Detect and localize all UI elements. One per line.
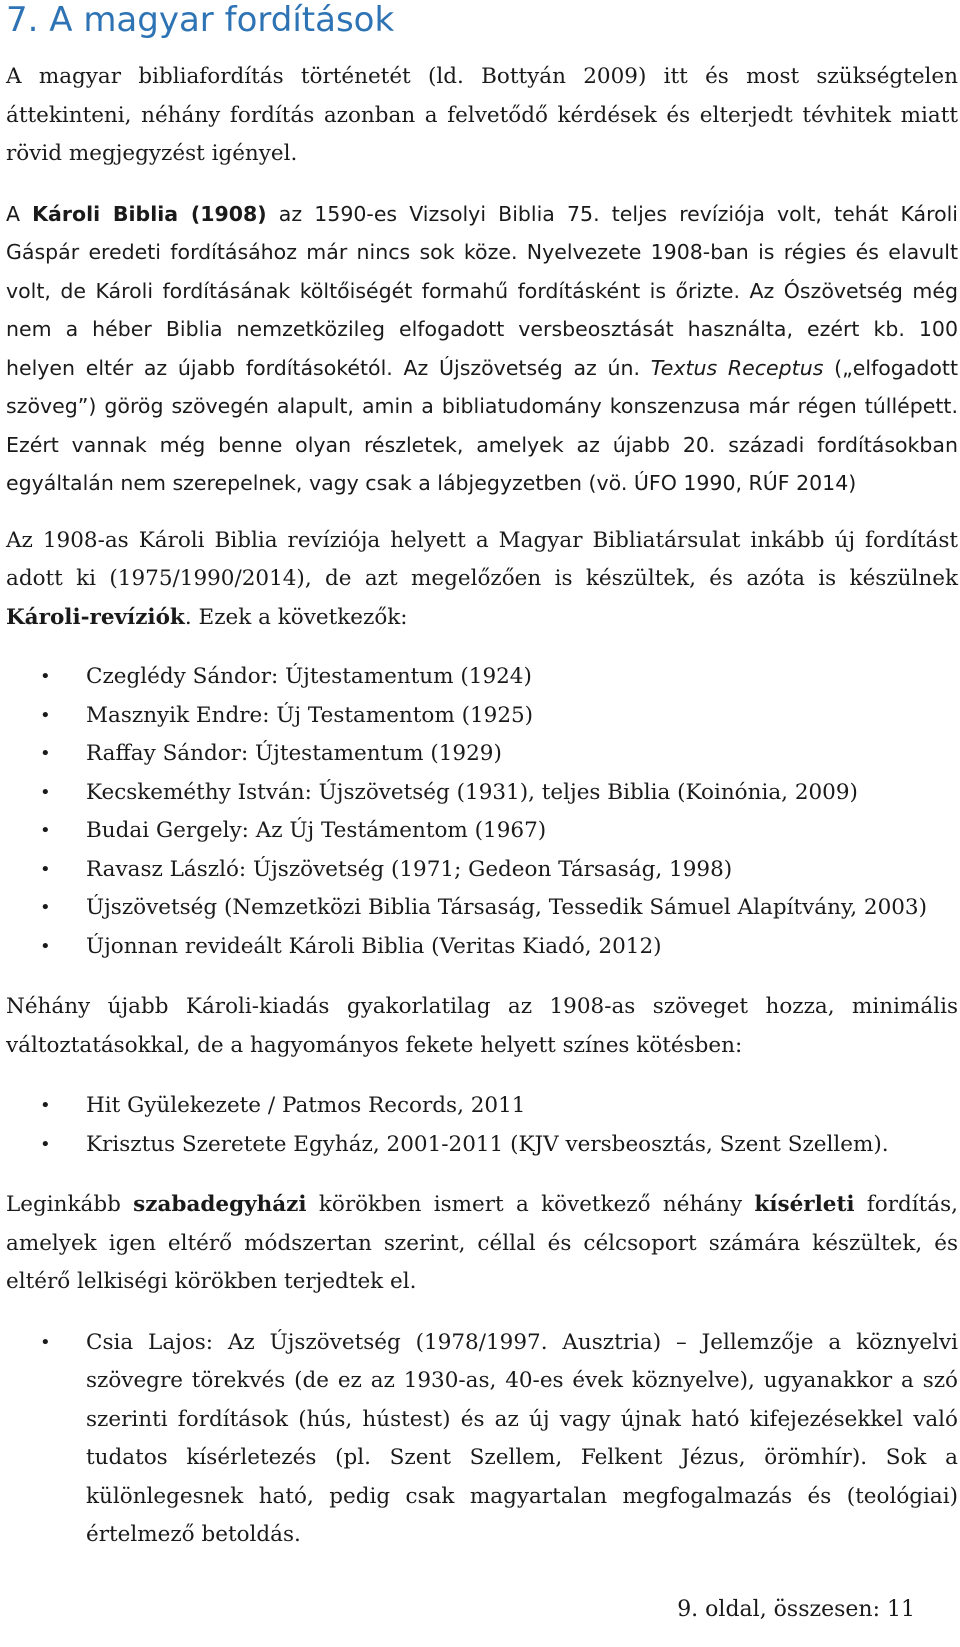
list-item-text: Czeglédy Sándor: Újtestamentum (1924) — [86, 664, 532, 689]
list-item — [6, 658, 958, 697]
free-bold-2: kísérleti — [754, 1192, 855, 1217]
bullet-icon: • — [40, 1133, 51, 1155]
list-item-text: Krisztus Szeretete Egyház, 2001-2011 (KJV versbeosztás, Szent Szellem). — [86, 1131, 889, 1157]
list-item-text: Kecskeméthy István: Újszövetség (1931), teljes Biblia (Koinónia, 2009) — [86, 779, 858, 805]
page-number-footer: 9. oldal, összesen: 11 — [677, 1597, 915, 1622]
list-item — [6, 928, 958, 967]
newer-editions-paragraph: Néhány újabb Károli-kiadás gyakorlatilag az 1908-as szöveget hozza, minimális változtatásokkal, de a hagyományos fekete helyett színes kötésben: — [6, 994, 958, 1058]
bullet-icon: • — [40, 1095, 51, 1116]
bullet-icon: • — [40, 781, 51, 803]
list-item-text: Újszövetség (Nemzetközi Biblia Társaság, Tessedik Sámuel Alapítvány, 2003) — [86, 895, 927, 920]
karoli-text-3: („elfogadott szöveg”) görög szövegén alapult, amin a bibliatudomány konszenzusa már régen túllépett. Ezért vannak még benne olyan részletek, amelyek az újabb 20. századi fordításokban egyáltalán nem szerepelnek, vagy csak a lábjegyzetben (vö. ÚFO 1990, RÚF 2014) — [6, 355, 958, 495]
free-text-1: Leginkább — [6, 1192, 134, 1217]
free-text-2: körökben ismert a következő néhány — [306, 1192, 755, 1217]
revision-text-2: . Ezek a következők: — [184, 604, 408, 630]
list-item-text: Hit Gyülekezete / Patmos Records, 2011 — [86, 1093, 526, 1118]
list-item-text: Budai Gergely: Az Új Testámentom (1967) — [86, 818, 547, 843]
document-page — [6, 0, 958, 1555]
free-text-3: fordítás, amelyek igen eltérő módszertan szerint, céllal és célcsoport számára készültek, és eltérő lelkiségi körökben terjedtek el. — [6, 1192, 958, 1294]
karoli-text-2: az 1590-es Vizsolyi Biblia 75. teljes revíziója volt, tehát Károli Gáspár eredeti fordításához már nincs sok köze. Nyelvezete 1908-ban is régies és elavult volt, de Károli fordításának költőiségét formahű fordításként is őrizte. Az Ószövetség még nem a héber Biblia nemzetközileg elfogadott versbeosztását használta, ezért kb. 100 helyen eltér az újabb fordításokétól. Az Újszövetség az ún. — [6, 201, 959, 380]
bullet-icon: • — [40, 704, 51, 726]
list-item — [6, 735, 958, 774]
bullet-icon: • — [40, 897, 51, 918]
revision-bold: Károli-revíziók — [6, 604, 185, 630]
bullet-icon: • — [40, 820, 51, 841]
list-item — [6, 889, 958, 928]
bullet-icon: • — [40, 858, 51, 880]
karoli-paragraph — [6, 195, 958, 503]
section-heading: 7. A magyar fordítások — [6, 0, 395, 40]
karoli-text-1: A — [6, 201, 33, 226]
revision-paragraph — [6, 522, 958, 638]
bullet-icon: • — [40, 1331, 51, 1353]
list-item — [6, 812, 958, 851]
bullet-icon: • — [40, 666, 51, 687]
free-church-paragraph — [6, 1186, 958, 1302]
list-item-text: Újonnan revideált Károli Biblia (Veritas Kiadó, 2012) — [86, 933, 662, 959]
list-item — [6, 1087, 958, 1126]
bullet-icon: • — [40, 935, 51, 957]
list-item — [6, 1324, 958, 1555]
list-item — [6, 774, 958, 813]
list-item — [6, 1126, 958, 1165]
textus-receptus-italic: Textus Receptus — [650, 355, 824, 380]
intro-paragraph: A magyar bibliafordítás történetét (ld. Bottyán 2009) itt és most szükségtelen áttekinteni, néhány fordítás azonban a felvetődő kérdések és elterjedt tévhitek miatt rövid megjegyzést igényel. — [6, 64, 958, 166]
karoli-bold-title: Károli Biblia (1908) — [32, 201, 267, 226]
list-item-text: Ravasz László: Újszövetség (1971; Gedeon Társaság, 1998) — [86, 856, 733, 882]
experimental-list — [6, 1324, 958, 1555]
list-item-text: Csia Lajos: Az Újszövetség (1978/1997. Ausztria) – Jellemzője a köznyelvi szövegre törekvés (de ez az 1930-as, 40-es évek köznyelve), ugyanakkor a szó szerinti fordítások (hús, hústest) és az új vagy újnak ható kifejezésekkel való tudatos kísérletezés (pl. Szent Szellem, Felkent Jézus, örömhír). Sok a különlegesnek ható, pedig csak magyartalan megfogalmazás és (teológiai) értelmező betoldás. — [86, 1329, 958, 1547]
list-item-text: Masznyik Endre: Új Testamentom (1925) — [86, 702, 534, 728]
revisions-list — [6, 658, 958, 966]
bullet-icon: • — [40, 743, 51, 764]
list-item — [6, 851, 958, 890]
free-bold-1: szabadegyházi — [133, 1192, 307, 1217]
list-item-text: Raffay Sándor: Újtestamentum (1929) — [86, 741, 502, 766]
editions-list — [6, 1087, 958, 1164]
revision-text-1: Az 1908-as Károli Biblia revíziója helyett a Magyar Bibliatársulat inkább új fordítást adott ki (1975/1990/2014), de azt megelőzően is készültek, és azóta is készülnek — [6, 527, 958, 591]
list-item — [6, 697, 958, 736]
